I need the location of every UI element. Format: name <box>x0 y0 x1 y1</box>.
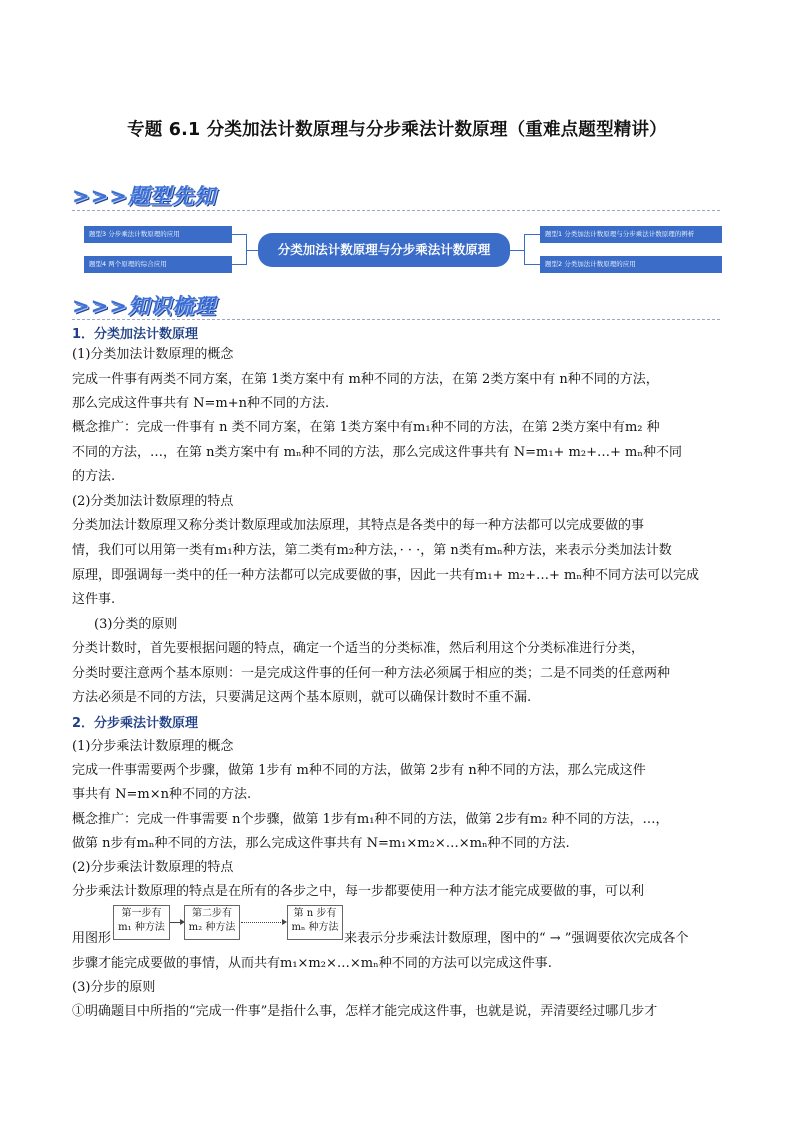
flow-step-count: m₂ 种方法 <box>188 922 236 933</box>
text-line: (2)分类加法计数原理的特点 <box>72 494 234 509</box>
mindmap-node-type3: 题型3 分步乘法计数原理的应用 <box>84 226 232 243</box>
divider <box>72 210 720 211</box>
page-title: 专题 6.1 分类加法计数原理与分步乘法计数原理（重难点题型精讲） <box>127 120 667 140</box>
flow-step-count: m₁ 种方法 <box>118 922 165 933</box>
text-line: 分类时要注意两个基本原则：一是完成这件事的任何一种方法必须属于相应的类；二是不同类的任意两种 <box>72 666 671 681</box>
text-line: 做第 n步有mₙ种不同的方法，那么完成这件事共有 N=m₁×m₂×…×mₙ种不同的方法. <box>72 836 570 851</box>
text-line: 事共有 N=m×n种不同的方法. <box>72 787 252 802</box>
flow-arrow <box>241 922 283 923</box>
flow-step-n <box>287 905 343 940</box>
section-banner-overview <box>72 180 216 210</box>
mindmap-connector <box>232 264 246 265</box>
text-line: 分步乘法计数原理的特点是在所有的各步之中，每一步都要使用一种方法才能完成要做的事，可以利 <box>72 884 645 899</box>
mindmap-connector <box>510 250 524 251</box>
banner-text: >>>题型先知 <box>72 184 216 208</box>
mindmap-node-type2: 题型2 分类加法计数原理的应用 <box>540 256 722 273</box>
text-line: ①明确题目中所指的“完成一件事”是指什么事，怎样才能完成这件事，也就是说，弄清要经过哪几步才 <box>72 1004 658 1019</box>
flow-step-2 <box>184 905 240 940</box>
text-line: 分类加法计数原理又称分类计数原理或加法原理，其特点是各类中的每一种方法都可以完成要做的事 <box>72 518 645 533</box>
text-line: (1)分步乘法计数原理的概念 <box>72 739 234 754</box>
mindmap-connector <box>524 234 540 235</box>
flow-step-label: 第二步有 <box>192 908 232 919</box>
section-banner-knowledge <box>72 290 216 320</box>
flow-step-count: mₙ 种方法 <box>291 922 339 933</box>
text-line: 完成一件事有两类不同方案，在第 1类方案中有 m种不同的方法，在第 2类方案中有 n种不同的方法， <box>72 372 659 387</box>
text-line: 不同的方法，…，在第 n类方案中有 mₙ种不同的方法，那么完成这件事共有 N=m₁+ m₂+…+ mₙ种不同 <box>72 445 682 460</box>
mindmap-node-type1: 题型1 分类加法计数原理与分步乘法计数原理的辨析 <box>540 226 722 243</box>
text-line: (3)分类的原则 <box>94 617 178 632</box>
flow-step-label: 第 n 步有 <box>293 908 337 919</box>
text-line: 用图形 <box>72 931 112 946</box>
mindmap-node-type4: 题型4 两个原理的综合应用 <box>84 256 232 273</box>
text-line: 这件事. <box>72 592 116 607</box>
text-line: 那么完成这件事共有 N=m+n种不同的方法. <box>72 396 330 411</box>
flow-step-label: 第一步有 <box>121 908 162 919</box>
section-heading: 2．分步乘法计数原理 <box>72 716 199 731</box>
text-line: 情，我们可以用第一类有m₁种方法，第二类有m₂种方法，· · ·，第 n类有mₙ种方法，来表示分类加法计数 <box>72 543 672 558</box>
text-line: (3)分步的原则 <box>72 980 156 995</box>
section-heading: 1．分类加法计数原理 <box>72 327 199 342</box>
banner-text: >>>知识梳理 <box>72 294 216 318</box>
mindmap-connector <box>232 234 246 235</box>
text-line: (2)分步乘法计数原理的特点 <box>72 860 234 875</box>
text-line: 分类计数时，首先要根据问题的特点，确定一个适当的分类标准，然后利用这个分类标准进行分类， <box>72 641 645 656</box>
text-line: 完成一件事需要两个步骤，做第 1步有 m种不同的方法，做第 2步有 n种不同的方法，那么完成这件 <box>72 763 646 778</box>
text-line: 方法必须是不同的方法，只要满足这两个基本原则，就可以确保计数时不重不漏. <box>72 690 532 705</box>
text-line: 来表示分步乘法计数原理，图中的“ → ”强调要依次完成各个 <box>344 931 689 946</box>
text-line: 概念推广：完成一件事需要 n个步骤，做第 1步有m₁种不同的方法，做第 2步有m₂ 种不同的方法，…， <box>72 812 669 827</box>
mindmap-connector <box>524 264 540 265</box>
mindmap-connector <box>524 234 525 265</box>
text-line: 的方法. <box>72 469 116 484</box>
text-line: 步骤才能完成要做的事情，从而共有m₁×m₂×…×mₙ种不同的方法可以完成这件事. <box>72 956 552 971</box>
mindmap-center-node: 分类加法计数原理与分步乘法计数原理 <box>258 233 510 267</box>
divider <box>72 319 720 320</box>
text-line: 概念推广：完成一件事有 n 类不同方案，在第 1类方案中有m₁种不同的方法，在第 2类方案中有m₂ 种 <box>72 420 660 435</box>
flow-step-1 <box>113 905 170 940</box>
mindmap-connector <box>246 250 258 251</box>
text-line: (1)分类加法计数原理的概念 <box>72 347 234 362</box>
text-line: 原理，即强调每一类中的任一种方法都可以完成要做的事，因此一共有m₁+ m₂+…+ mₙ种不同方法可以完成 <box>72 568 699 583</box>
